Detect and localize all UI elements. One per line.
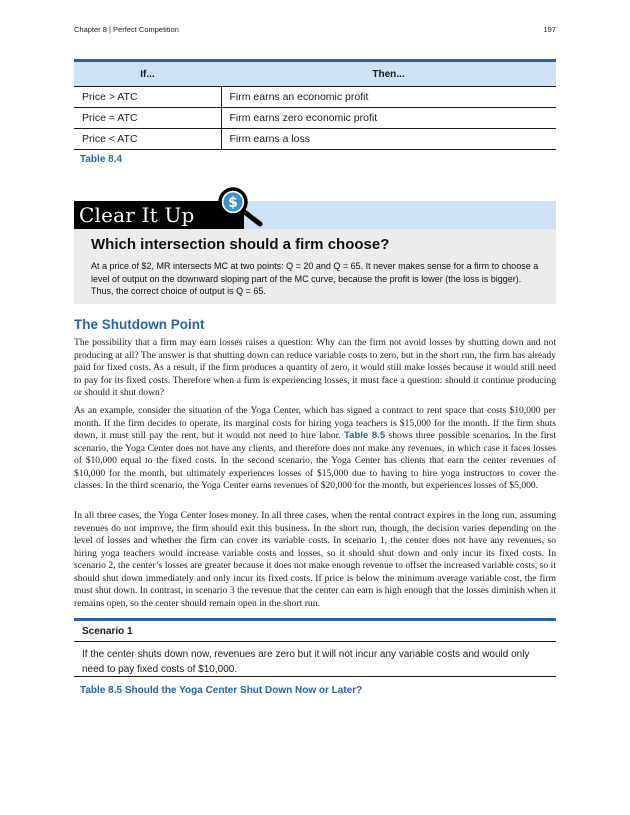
page-number: 197 <box>543 25 556 34</box>
svg-text:$: $ <box>228 195 238 211</box>
column-header-if: If... <box>74 61 221 87</box>
paragraph-2-text-b: shows three possible scenarios. In the first scenario, the Yoga Center does not have any clients, and therefore does not make any revenues, in which case it faces losses of $10,000 equal to the fixed costs. In the second scenario, the Yoga Center has clients that earn the center revenues of $10,000 for the month, but ultimately experiences losses of $15,000 due to having to hire yoga instructors to cover the classes. In the third scenario, the Yoga Center earns revenues of $20,000 for the month, but experiences losses of $5,000. <box>74 430 556 491</box>
paragraph-3: In all three cases, the Yoga Center loses money. In all three cases, when the rental contract expires in the long run, assuming revenues do not improve, the firm should exit this business. In the short run, though, the decision varies depending on the level of losses and whether the firm can cover its variable costs. In scenario 1, the center does not have any revenues, so hiring yoga teachers would increase variable costs and losses, so it should shut down and only incur its fixed costs. In scenario 2, the center’s losses are greater because it does not make enough revenue to offset the increased variable costs, so it should shut down immediately and only incur its fixed costs. If price is below the minimum average variable cost, the firm must shut down. In contrast, in scenario 3 the revenue that the center can earn is high enough that the losses diminish when it remains open, so the center should remain open in the short run. <box>74 510 556 609</box>
table-8-5-cell: If the center shuts down now, revenues are zero but it will not incur any variable costs and would only need to pay fixed costs of $10,000. <box>74 642 556 677</box>
table-row <box>74 87 556 108</box>
table-row <box>74 129 556 150</box>
table-cell: Price = ATC <box>74 108 221 129</box>
clear-it-up-answer: At a price of $2, MR intersects MC at two points: Q = 20 and Q = 65. It never makes sense for a firm to choose a level of output on the downward sloping part of the MC curve, because the profit is lower (the loss is bigger). Thus, the correct choice of output is Q = 65. <box>91 261 539 296</box>
clear-it-up-question: Which intersection should a firm choose? <box>91 236 390 253</box>
table-cell: Price < ATC <box>74 129 221 150</box>
table-cell: Price > ATC <box>74 87 221 108</box>
chapter-title: Chapter 8 | Perfect Competition <box>74 25 179 34</box>
table-8-5-link[interactable]: Table 8.5 <box>343 430 386 441</box>
table-8-4-caption: Table 8.4 <box>80 154 123 165</box>
running-head <box>74 25 556 37</box>
column-header-then: Then... <box>221 61 556 87</box>
table-8-4 <box>74 59 556 150</box>
clear-it-up-box <box>74 187 556 304</box>
table-cell: Firm earns an economic profit <box>221 87 556 108</box>
section-heading: The Shutdown Point <box>74 317 205 332</box>
table-8-5-caption: Table 8.5 Should the Yoga Center Shut Down Now or Later? <box>80 685 363 696</box>
paragraph-2 <box>74 405 556 493</box>
table-cell: Firm earns a loss <box>221 129 556 150</box>
table-8-5-header: Scenario 1 <box>74 618 556 642</box>
clear-it-up-title: Clear It Up <box>74 201 244 229</box>
table-header-row <box>74 61 556 87</box>
table-cell: Firm earns zero economic profit <box>221 108 556 129</box>
paragraph-2-text-a: As an example, consider the situation of the Yoga Center, which has signed a contract to rent space that costs $10,000 per month. If the firm decides to operate, its marginal costs for hiring yoga teachers is $15,000 for the month. If the firm shuts down, it must still pay the rent, but it would not need to hire labor. <box>74 405 556 441</box>
table-8-5 <box>74 618 556 677</box>
magnifier-dollar-icon <box>215 187 265 229</box>
paragraph-1: The possibility that a firm may earn losses raises a question: Why can the firm not avoid losses by shutting down and not producing at all? The answer is that shutting down can reduce variable costs to zero, but in the short run, the firm has already paid for fixed costs. As a result, if the firm produces a quantity of zero, it would still make losses because it would still need to pay for its fixed costs. Therefore when a firm is experiencing losses, it must face a question: should it continue producing or should it shut down? <box>74 337 556 398</box>
table-row <box>74 108 556 129</box>
